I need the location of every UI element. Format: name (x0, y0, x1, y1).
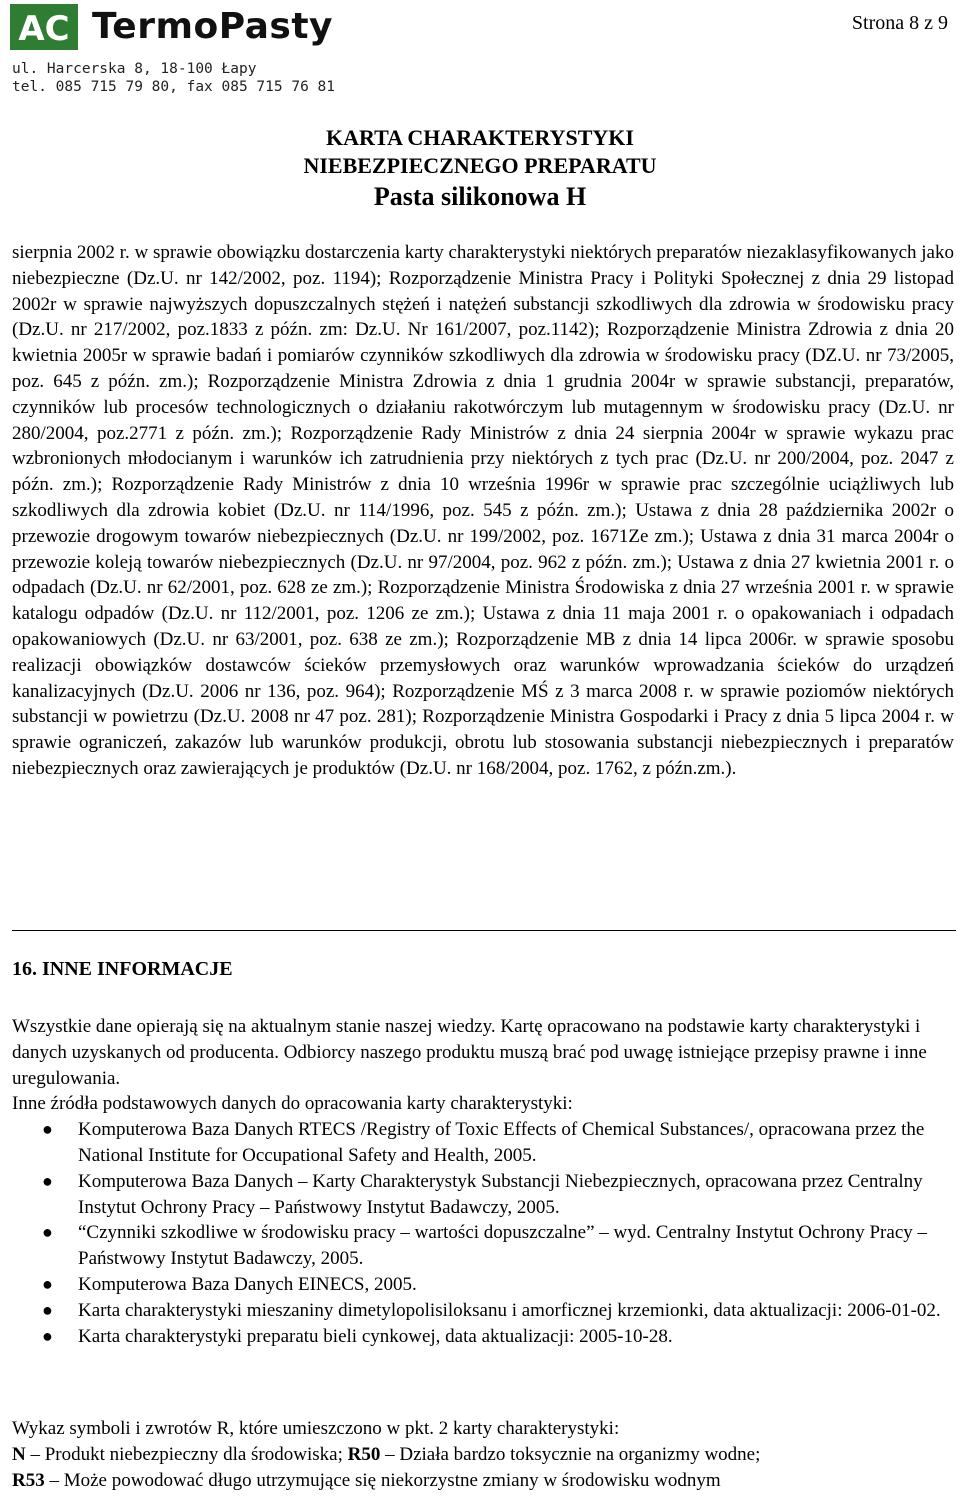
symbols-line-2: R53 – Może powodować długo utrzymujące się niekorzystne zmiany w środowisku wodnym (12, 1469, 721, 1491)
bullet-icon: ● (42, 1119, 53, 1140)
company-logo (10, 4, 334, 54)
symbols-line-1: N – Produkt niebezpieczny dla środowiska; R50 – Działa bardzo toksycznie na organizmy wodne; (12, 1443, 761, 1465)
symbols-intro: Wykaz symboli i zwrotów R, które umieszczono w pkt. 2 karty charakterystyki: (12, 1418, 620, 1439)
list-item: ● Karta charakterystyki mieszaniny dimetylopolisiloksanu i amorficznej krzemionki, data aktualizacji: 2006-01-02. (12, 1298, 954, 1324)
document-title (0, 124, 960, 214)
title-line-2: NIEBEZPIECZNEGO PREPARATU (303, 153, 657, 178)
list-item: ● Karta charakterystyki preparatu bieli cynkowej, data aktualizacji: 2005-10-28. (12, 1324, 954, 1350)
bullet-icon: ● (42, 1299, 53, 1320)
bullet-icon: ● (42, 1273, 53, 1294)
bullet-icon: ● (42, 1222, 53, 1243)
regulations-paragraph: sierpnia 2002 r. w sprawie obowiązku dostarczenia karty charakterystyki niektórych preparatów niezaklasyfikowanych jako niebezpieczne (Dz.U. nr 142/2002, poz. 1194); Rozporządzenie Ministra Pracy i Polityki Społecznej z dnia 29 listopad 2002r w sprawie najwyższych dopuszczalnych stężeń i natężeń substancji szkodliwych dla zdrowia w środowisku pracy (Dz.U. nr 217/2002, poz.1833 z późn. zm: Dz.U. Nr 161/2007, poz.1142); Rozporządzenie Ministra Zdrowia z dnia 20 kwietnia 2005r w sprawie badań i pomiarów czynników szkodliwych dla zdrowia w środowisku pracy (DZ.U. nr 73/2005, poz. 645 z późn. zm.); Rozporządzenie Ministra Zdrowia z dnia 1 grudnia 2004r w sprawie substancji, preparatów, czynników lub procesów technologicznych o działaniu rakotwórczym lub mutagennym w środowisku pracy (Dz.U. nr 280/2004, poz.2771 z późn. zm.); Rozporządzenie Rady Ministrów z dnia 24 sierpnia 2004r w sprawie wykazu prac wzbronionych młodocianym i warunków ich zatrudnienia przy niektórych z tych prac (Dz.U. nr 200/2004, poz. 2047 z późn. zm.); Rozporządzenie Rady Ministrów z dnia 10 września 1996r w sprawie prac szczególnie uciążliwych lub szkodliwych dla zdrowia kobiet (Dz.U. nr 114/1996, poz. 545 z późn. zm.); Ustawa z dnia 28 października 2002r o przewozie drogowym towarów niebezpiecznych (Dz.U. nr 199/2002, poz. 1671Ze zm.); Ustawa z dnia 31 marca 2004r o przewozie koleją towarów niebezpiecznych (Dz.U. nr 97/2004, poz. 962 z późn. zm.); Ustawa z dnia 27 kwietnia 2001 r. o odpadach (Dz.U. nr 62/2001, poz. 628 ze zm.); Rozporządzenie Ministra Środowiska z dnia 27 września 2001 r. w sprawie katalogu odpadów (Dz.U. nr 112/2001, poz. 1206 ze zm.); Ustawa z dnia 11 maja 2001 r. o opakowaniach i odpadach opakowaniowych (Dz.U. nr 63/2001, poz. 638 ze zm.); Rozporządzenie MB z dnia 14 lipca 2006r. w sprawie sposobu realizacji obowiązków dostawców ścieków przemysłowych oraz warunków wprowadzania ścieków do urządzeń kanalizacyjnych (Dz.U. 2006 nr 136, poz. 964); Rozporządzenie MŚ z 3 marca 2008 r. w sprawie poziomów niektórych substancji w powietrzu (Dz.U. 2008 nr 47 poz. 281); Rozporządzenie Ministra Gospodarki i Pracy z dnia 5 lipca 2004 r. w sprawie ograniczeń, zakazów lub warunków produkcji, obrotu lub stosowania substancji niebezpiecznych i preparatów niebezpiecznych oraz zawierających je produktów (Dz.U. nr 168/2004, poz. 1762, z późn.zm.). (12, 242, 954, 779)
section-16-heading: 16. INNE INFORMACJE (12, 958, 233, 980)
product-name: Pasta silikonowa H (373, 182, 587, 211)
symbols-legend (12, 1416, 954, 1493)
list-item: ● Komputerowa Baza Danych RTECS /Registry of Toxic Effects of Chemical Substances/, opracowana przez the National Institute for Occupational Safety and Health, 2005. (42, 1119, 925, 1166)
logo-initials: AC (18, 9, 70, 49)
page-header (0, 0, 960, 110)
company-phone-fax: tel. 085 715 79 80, fax 085 715 76 81 (12, 79, 336, 95)
list-item: ● “Czynniki szkodliwe w środowisku pracy – wartości dopuszczalne” – wyd. Centralny Instytut Ochrony Pracy – Państwowy Instytut Badawczy, 2005. (42, 1222, 927, 1270)
section-16-body (12, 1014, 954, 1349)
disclaimer-paragraph: Wszystkie dane opierają się na aktualnym stanie naszej wiedzy. Kartę opracowano na podstawie karty charakterystyki i danych uzyskanych od producenta. Odbiorcy naszego produktu muszą brać pod uwagę istniejące przepisy prawne i inne uregulowania. (12, 1016, 927, 1089)
section-divider (12, 930, 956, 931)
page-number: Strona 8 z 9 (851, 12, 948, 34)
company-address: ul. Harcerska 8, 18-100 Łapy (12, 61, 257, 77)
sources-intro: Inne źródła podstawowych danych do opracowania karty charakterystyki: (12, 1093, 573, 1115)
bullet-icon: ● (42, 1170, 53, 1191)
logo-name: TermoPasty (92, 6, 334, 47)
title-line-1: KARTA CHARAKTERYSTYKI (326, 125, 634, 150)
bullet-icon: ● (42, 1325, 53, 1346)
sources-list (12, 1117, 954, 1349)
list-item: ● Komputerowa Baza Danych EINECS, 2005. (12, 1272, 954, 1298)
list-item: ● Komputerowa Baza Danych – Karty Charakterystyk Substancji Niebezpiecznych, opracowana przez Centralny Instytut Ochrony Pracy – Państwowy Instytut Badawczy, 2005. (42, 1170, 923, 1218)
logo-badge-icon (10, 4, 78, 50)
